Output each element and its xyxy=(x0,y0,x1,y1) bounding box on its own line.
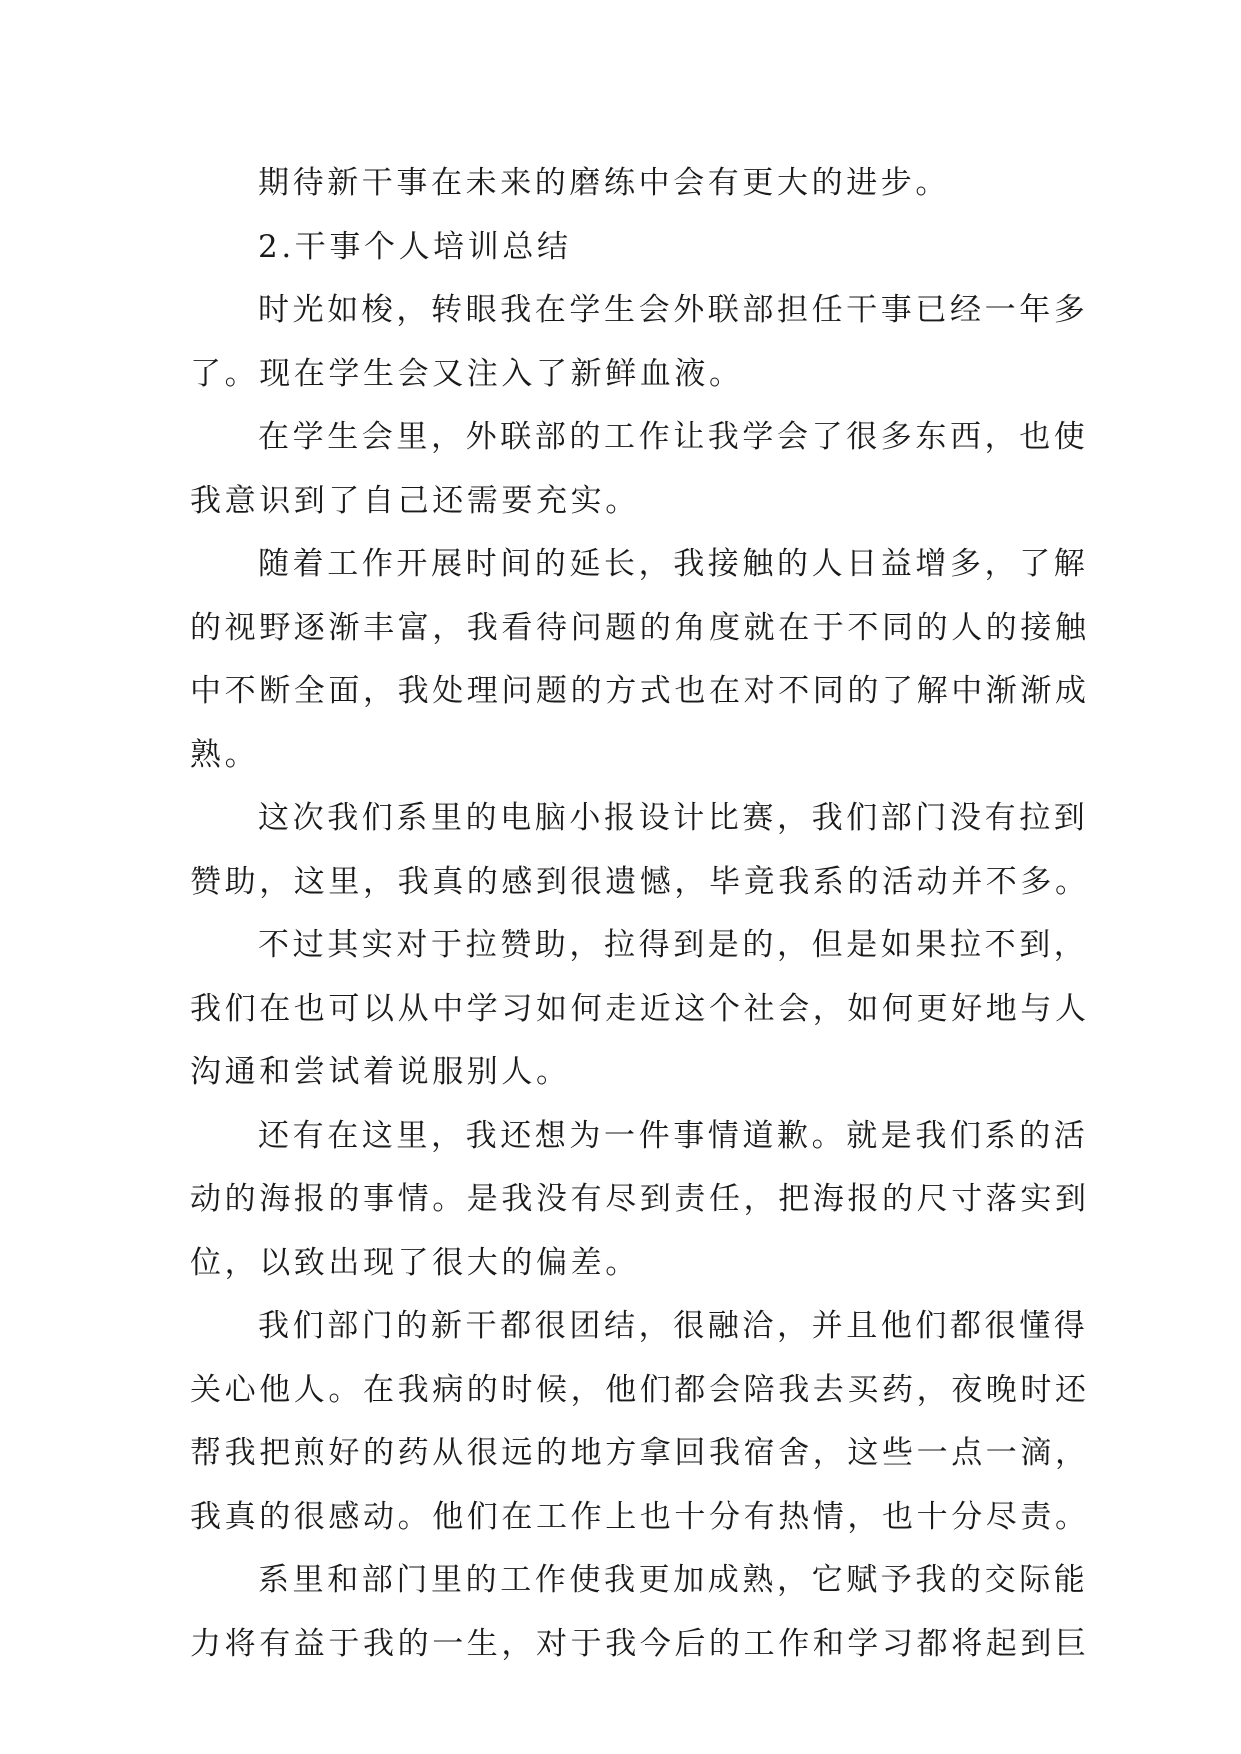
text-line: 还有在这里，我还想为一件事情道歉。就是我们系的活 xyxy=(258,1118,1089,1154)
text-line: 力将有益于我的一生，对于我今后的工作和学习都将起到巨 xyxy=(190,1626,1090,1662)
text-line: 我们在也可以从中学习如何走近这个社会，如何更好地与人 xyxy=(190,991,1090,1027)
text-line: 在学生会里，外联部的工作让我学会了很多东西，也使 xyxy=(258,419,1089,455)
text-line: 期待新干事在未来的磨练中会有更大的进步。 xyxy=(258,165,950,201)
text-line: 随着工作开展时间的延长，我接触的人日益增多，了解 xyxy=(258,546,1089,582)
section-heading: 2.干事个人培训总结 xyxy=(258,229,572,265)
text-line: 关心他人。在我病的时候，他们都会陪我去买药，夜晚时还 xyxy=(190,1372,1090,1408)
text-line: 动的海报的事情。是我没有尽到责任，把海报的尺寸落实到 xyxy=(190,1181,1090,1217)
text-line: 熟。 xyxy=(190,737,260,773)
text-line: 中不断全面，我处理问题的方式也在对不同的了解中渐渐成 xyxy=(190,673,1090,709)
text-line: 沟通和尝试着说服别人。 xyxy=(190,1054,571,1090)
text-line: 我意识到了自己还需要充实。 xyxy=(190,483,640,519)
text-line: 位，以致出现了很大的偏差。 xyxy=(190,1245,640,1281)
text-line: 赞助，这里，我真的感到很遗憾，毕竟我系的活动并不多。 xyxy=(190,864,1090,900)
text-line: 帮我把煎好的药从很远的地方拿回我宿舍，这些一点一滴， xyxy=(190,1435,1090,1471)
text-line: 系里和部门里的工作使我更加成熟，它赋予我的交际能 xyxy=(258,1562,1089,1598)
text-line: 的视野逐渐丰富，我看待问题的角度就在于不同的人的接触 xyxy=(190,610,1090,646)
text-line: 这次我们系里的电脑小报设计比赛，我们部门没有拉到 xyxy=(258,800,1089,836)
text-line: 了。现在学生会又注入了新鲜血液。 xyxy=(190,356,744,392)
text-line: 我真的很感动。他们在工作上也十分有热情，也十分尽责。 xyxy=(190,1499,1090,1535)
text-line: 时光如梭，转眼我在学生会外联部担任干事已经一年多 xyxy=(258,292,1089,328)
text-line: 不过其实对于拉赞助，拉得到是的，但是如果拉不到， xyxy=(258,927,1089,963)
text-line: 我们部门的新干都很团结，很融洽，并且他们都很懂得 xyxy=(258,1308,1089,1344)
